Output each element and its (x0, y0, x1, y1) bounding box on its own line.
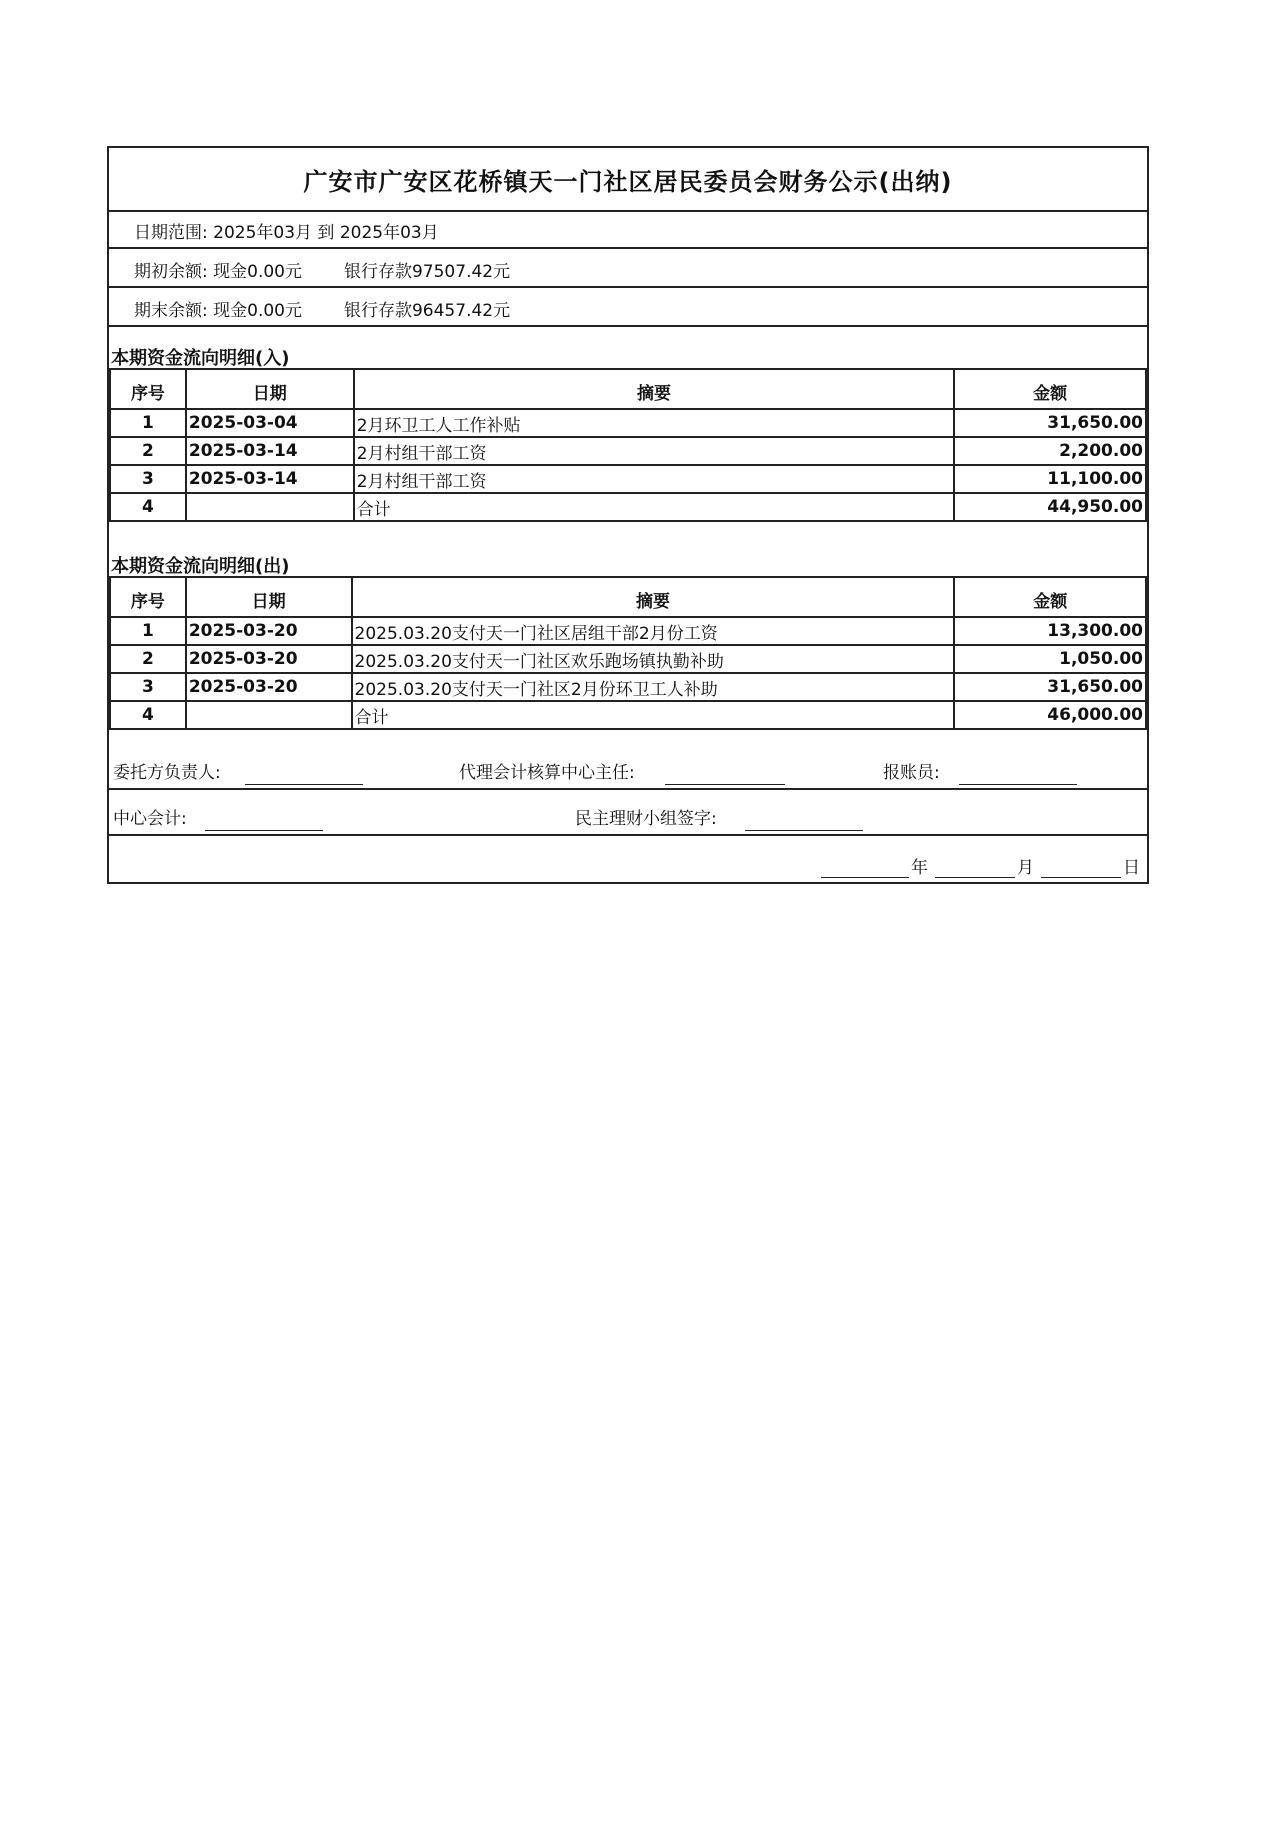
row-seq: 2 (110, 437, 186, 465)
income-header-row (110, 369, 1146, 409)
month-label: 月 (1017, 858, 1034, 878)
row-seq: 3 (110, 465, 186, 493)
row-amount: 46,000.00 (954, 701, 1146, 729)
row-seq: 1 (110, 617, 186, 645)
document-title: 广安市广安区花桥镇天一门社区居民委员会财务公示(出纳) (109, 148, 1147, 212)
date-signature-row (109, 842, 1147, 882)
table-row (110, 409, 1146, 437)
signature-row-2 (109, 788, 1147, 836)
row-amount: 1,050.00 (954, 645, 1146, 673)
row-summary: 2025.03.20支付天一门社区2月份环卫工人补助 (352, 673, 955, 701)
date-range-row (109, 210, 1147, 249)
row-date: 2025-03-20 (186, 645, 352, 673)
header-date: 日期 (186, 577, 352, 617)
row-date: 2025-03-04 (186, 409, 354, 437)
row-seq: 3 (110, 673, 186, 701)
center-accountant-label: 中心会计: (113, 809, 187, 829)
row-summary: 合计 (352, 701, 955, 729)
row-summary: 2月村组干部工资 (354, 437, 955, 465)
closing-cash: 期末余额: 现金0.00元 (134, 301, 302, 321)
agent-director-label: 代理会计核算中心主任: (459, 763, 635, 783)
row-amount: 11,100.00 (954, 465, 1146, 493)
row-amount: 44,950.00 (954, 493, 1146, 521)
header-seq: 序号 (110, 369, 186, 409)
opening-bank: 银行存款97507.42元 (343, 262, 511, 282)
row-amount: 31,650.00 (954, 409, 1146, 437)
opening-balance-row (109, 249, 1147, 288)
row-date: 2025-03-20 (186, 617, 352, 645)
expense-table (109, 576, 1147, 730)
row-amount: 2,200.00 (954, 437, 1146, 465)
income-section-title: 本期资金流向明细(入) (111, 348, 290, 369)
opening-cash: 期初余额: 现金0.00元 (134, 262, 302, 282)
center-accountant-signature-line (205, 829, 323, 831)
row-date (186, 493, 354, 521)
year-line (821, 876, 909, 878)
header-seq: 序号 (110, 577, 186, 617)
row-amount: 31,650.00 (954, 673, 1146, 701)
table-row (110, 645, 1146, 673)
table-row (110, 437, 1146, 465)
closing-balance-row (109, 288, 1147, 327)
table-row-total (110, 701, 1146, 729)
row-summary: 2025.03.20支付天一门社区欢乐跑场镇执勤补助 (352, 645, 955, 673)
header-summary: 摘要 (354, 369, 955, 409)
row-seq: 4 (110, 701, 186, 729)
closing-bank: 银行存款96457.42元 (343, 301, 511, 321)
table-row (110, 465, 1146, 493)
row-seq: 4 (110, 493, 186, 521)
democratic-group-signature-line (745, 829, 863, 831)
income-table (109, 368, 1147, 522)
row-seq: 2 (110, 645, 186, 673)
principal-signature-line (245, 783, 363, 785)
table-row-total (110, 493, 1146, 521)
expense-section-title: 本期资金流向明细(出) (111, 556, 290, 577)
row-summary: 2025.03.20支付天一门社区居组干部2月份工资 (352, 617, 955, 645)
header-summary: 摘要 (352, 577, 955, 617)
principal-label: 委托方负责人: (113, 763, 221, 783)
row-date: 2025-03-20 (186, 673, 352, 701)
row-date: 2025-03-14 (186, 465, 354, 493)
table-row (110, 673, 1146, 701)
row-seq: 1 (110, 409, 186, 437)
header-date: 日期 (186, 369, 354, 409)
row-date: 2025-03-14 (186, 437, 354, 465)
day-label: 日 (1123, 858, 1140, 878)
row-summary: 2月村组干部工资 (354, 465, 955, 493)
democratic-group-label: 民主理财小组签字: (575, 809, 717, 829)
year-label: 年 (911, 858, 928, 878)
day-line (1041, 876, 1121, 878)
header-amount: 金额 (954, 577, 1146, 617)
row-summary: 2月环卫工人工作补贴 (354, 409, 955, 437)
reimburser-label: 报账员: (883, 763, 940, 783)
header-amount: 金额 (954, 369, 1146, 409)
expense-header-row (110, 577, 1146, 617)
row-amount: 13,300.00 (954, 617, 1146, 645)
signature-row-1 (109, 742, 1147, 790)
row-summary: 合计 (354, 493, 955, 521)
agent-director-signature-line (665, 783, 785, 785)
table-row (110, 617, 1146, 645)
reimburser-signature-line (959, 783, 1077, 785)
finance-disclosure-sheet (107, 146, 1149, 884)
date-range: 日期范围: 2025年03月 到 2025年03月 (134, 223, 439, 243)
month-line (935, 876, 1015, 878)
row-date (186, 701, 352, 729)
